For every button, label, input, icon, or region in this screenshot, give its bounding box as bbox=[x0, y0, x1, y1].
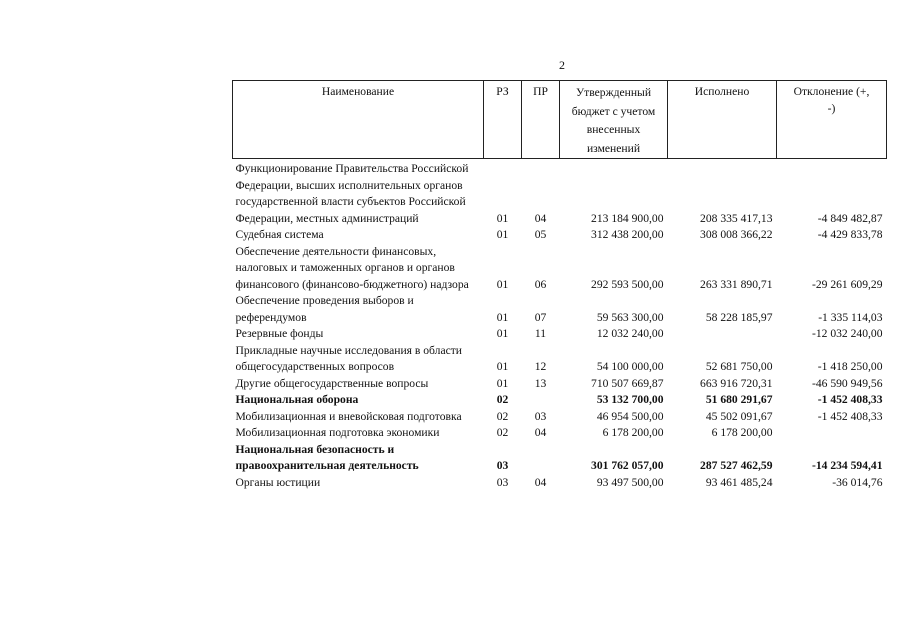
cell-executed: 52 681 750,00 bbox=[705, 360, 773, 373]
cell-name: Национальная оборона bbox=[235, 393, 359, 406]
cell-executed: 263 331 890,71 bbox=[700, 277, 773, 291]
table-row bbox=[233, 244, 887, 294]
cell-pr: 06 bbox=[534, 277, 547, 291]
table-row bbox=[233, 159, 887, 228]
cell-deviation: -12 032 240,00 bbox=[811, 327, 883, 340]
cell-name: Судебная система bbox=[235, 228, 324, 241]
cell-rz: 01 bbox=[496, 228, 509, 241]
header-pr: ПР bbox=[522, 81, 560, 159]
cell-pr bbox=[522, 392, 560, 409]
cell-rz: 01 bbox=[496, 327, 509, 340]
cell-approved: 301 762 057,00 bbox=[591, 459, 664, 472]
cell-deviation: -4 849 482,87 bbox=[817, 211, 883, 225]
cell-approved: 710 507 669,87 bbox=[591, 376, 664, 390]
cell-approved: 59 563 300,00 bbox=[596, 310, 664, 324]
header-deviation: Отклонение (+, -) bbox=[777, 81, 887, 159]
cell-executed: 663 916 720,31 bbox=[700, 376, 773, 390]
cell-name: Национальная безопасность и правоохранительная деятельность bbox=[235, 442, 419, 472]
cell-name: Органы юстиции bbox=[235, 475, 321, 489]
table-row bbox=[233, 343, 887, 376]
table-row bbox=[233, 475, 887, 492]
cell-pr: 04 bbox=[534, 211, 547, 225]
cell-executed: 308 008 366,22 bbox=[700, 228, 773, 241]
cell-approved: 46 954 500,00 bbox=[596, 409, 664, 423]
cell-rz: 01 bbox=[496, 310, 509, 324]
cell-pr: 04 bbox=[534, 426, 547, 439]
cell-deviation: -1 452 408,33 bbox=[817, 393, 883, 406]
cell-executed bbox=[668, 326, 777, 343]
cell-deviation bbox=[777, 425, 887, 442]
cell-approved: 12 032 240,00 bbox=[596, 327, 664, 340]
table-row bbox=[233, 326, 887, 343]
cell-pr: 13 bbox=[534, 376, 547, 390]
cell-rz: 03 bbox=[496, 475, 509, 489]
cell-approved: 6 178 200,00 bbox=[602, 426, 664, 439]
table-row bbox=[233, 293, 887, 326]
header-name: Наименование bbox=[233, 81, 484, 159]
table-row bbox=[233, 442, 887, 475]
cell-name: Другие общегосударственные вопросы bbox=[235, 376, 429, 390]
cell-approved: 93 497 500,00 bbox=[596, 475, 664, 489]
cell-pr bbox=[522, 442, 560, 475]
cell-approved: 292 593 500,00 bbox=[591, 277, 664, 291]
cell-pr: 04 bbox=[534, 475, 547, 489]
cell-rz: 01 bbox=[496, 211, 509, 225]
cell-deviation: -36 014,76 bbox=[832, 475, 883, 489]
cell-executed: 51 680 291,67 bbox=[705, 393, 773, 406]
cell-rz: 01 bbox=[496, 360, 509, 373]
table-row bbox=[233, 392, 887, 409]
header-approved: Утвержденный бюджет с учетом внесенных изменений bbox=[560, 81, 668, 159]
table-header-row bbox=[233, 81, 887, 159]
cell-approved: 53 132 700,00 bbox=[596, 393, 664, 406]
table-row bbox=[233, 227, 887, 244]
cell-executed: 208 335 417,13 bbox=[700, 211, 773, 225]
cell-rz: 02 bbox=[496, 409, 509, 423]
cell-name: Прикладные научные исследования в области общегосударственных вопросов bbox=[235, 343, 463, 373]
cell-pr: 03 bbox=[534, 409, 547, 423]
cell-name: Мобилизационная и вневойсковая подготовка bbox=[235, 409, 462, 423]
cell-deviation: -29 261 609,29 bbox=[811, 277, 883, 291]
cell-name: Обеспечение проведения выборов и референдумов bbox=[235, 294, 414, 324]
budget-execution-table bbox=[232, 80, 887, 491]
cell-pr: 05 bbox=[534, 228, 547, 241]
header-executed: Исполнено bbox=[668, 81, 777, 159]
page-number: 2 bbox=[559, 58, 565, 72]
cell-deviation: -46 590 949,56 bbox=[811, 376, 883, 390]
cell-deviation: -14 234 594,41 bbox=[811, 459, 883, 472]
cell-deviation: -1 418 250,00 bbox=[817, 360, 883, 373]
cell-approved: 54 100 000,00 bbox=[596, 360, 664, 373]
table-row bbox=[233, 409, 887, 426]
cell-executed: 93 461 485,24 bbox=[705, 475, 773, 489]
cell-deviation: -4 429 833,78 bbox=[817, 228, 883, 241]
cell-name: Резервные фонды bbox=[235, 327, 324, 340]
cell-executed: 58 228 185,97 bbox=[705, 310, 773, 324]
table-row bbox=[233, 376, 887, 393]
cell-rz: 01 bbox=[496, 277, 509, 291]
cell-pr: 11 bbox=[534, 327, 547, 340]
cell-executed: 45 502 091,67 bbox=[705, 409, 773, 423]
cell-approved: 312 438 200,00 bbox=[591, 228, 664, 241]
cell-executed: 6 178 200,00 bbox=[711, 426, 773, 439]
cell-rz: 02 bbox=[496, 426, 509, 439]
cell-deviation: -1 452 408,33 bbox=[817, 409, 883, 423]
cell-name: Обеспечение деятельности финансовых, налоговых и таможенных органов и органов финансового (финансово-бюджетного) надзора bbox=[235, 244, 469, 291]
cell-rz: 03 bbox=[496, 459, 509, 472]
header-rz: РЗ bbox=[484, 81, 522, 159]
cell-deviation: -1 335 114,03 bbox=[818, 310, 883, 324]
cell-approved: 213 184 900,00 bbox=[591, 211, 664, 225]
cell-name: Мобилизационная подготовка экономики bbox=[235, 426, 440, 439]
cell-pr: 12 bbox=[534, 360, 547, 373]
cell-name: Функционирование Правительства Российской Федерации, высших исполнительных органов государственной власти субъектов Российской Федерации, местных администраций bbox=[235, 162, 469, 225]
cell-pr: 07 bbox=[534, 310, 547, 324]
cell-rz: 02 bbox=[496, 393, 509, 406]
cell-executed: 287 527 462,59 bbox=[700, 459, 773, 472]
table-row bbox=[233, 425, 887, 442]
cell-rz: 01 bbox=[496, 376, 509, 390]
